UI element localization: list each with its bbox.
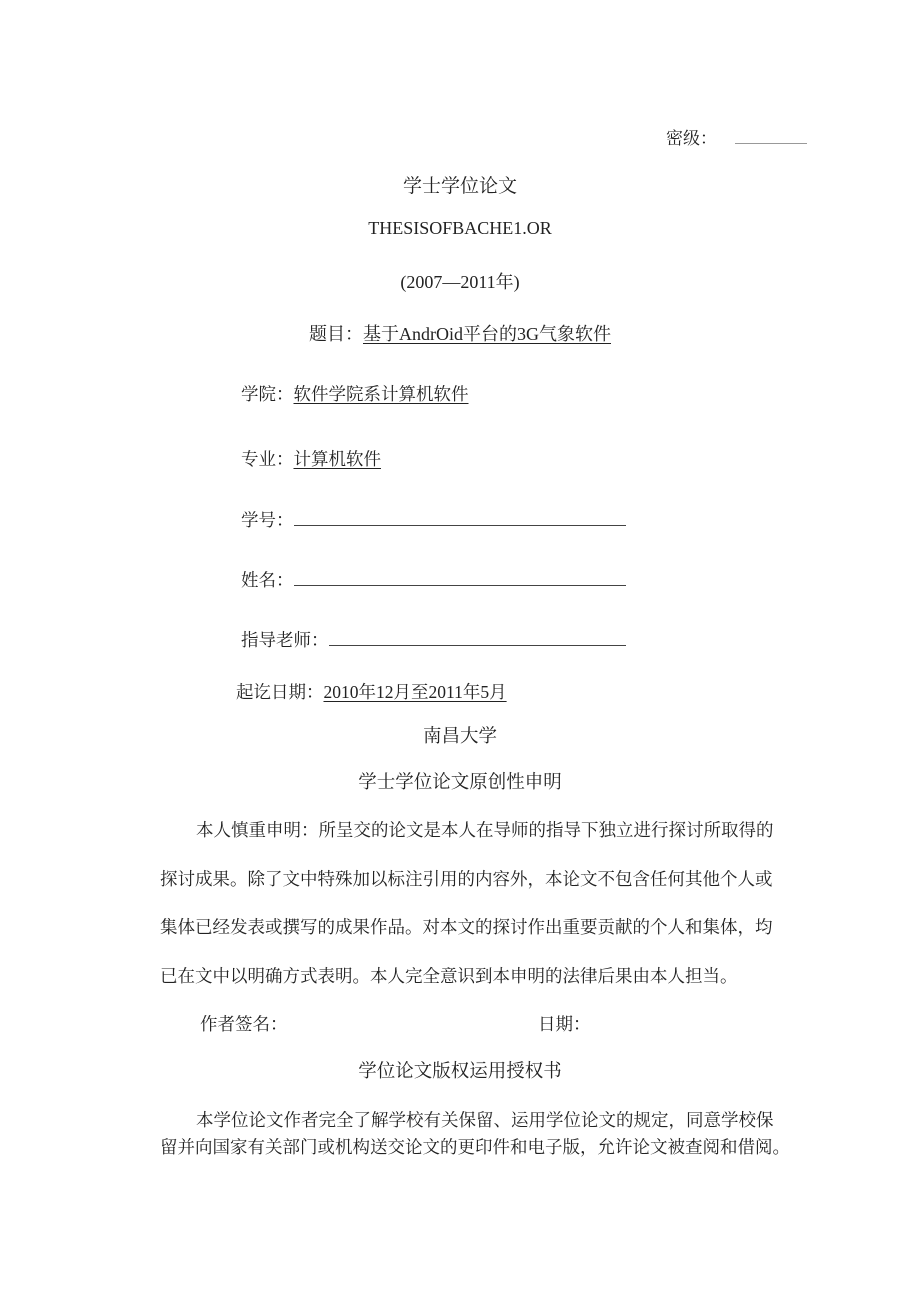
thesis-topic (0, 320, 920, 346)
advisor-label: 指导老师： (241, 630, 329, 650)
college-value: 软件学院系 (293, 384, 381, 404)
advisor-field (241, 627, 626, 652)
signature-date-label: 日期： (538, 1014, 591, 1034)
major-field (241, 446, 381, 471)
topic-value: 基于AndrOid平台的3G气象软件 (363, 324, 611, 344)
university-name: 南昌大学 (422, 726, 497, 747)
authorization-title: 学位论文版权运用授权书 (358, 1061, 562, 1082)
major-label: 专业： (241, 449, 294, 469)
student-id-label: 学号： (241, 510, 294, 530)
secret-level-label: 密级： (666, 129, 717, 148)
department-value: 计算机软件 (381, 384, 469, 404)
declaration-line-4: 已在文中以明确方式表明。本人完全意识到本申明的法律后果由本人担当。 (160, 967, 738, 987)
declaration-line-2: 探讨成果。除了文中特殊加以标注引用的内容外，本论文不包含任何其他个人或 (160, 870, 773, 890)
college-label: 学院： (241, 384, 294, 404)
author-signature-label: 作者签名： (200, 1014, 288, 1034)
secret-level (666, 124, 807, 149)
student-id-blank (294, 509, 626, 526)
dates-label: 起讫日期： (236, 682, 324, 702)
declaration-title: 学士学位论文原创性申明 (358, 772, 562, 793)
name-blank (294, 569, 626, 586)
advisor-blank (329, 629, 626, 646)
secret-level-blank (735, 127, 807, 144)
student-id-field (241, 507, 626, 532)
name-field (241, 567, 626, 592)
dates-value: 2010年12月至2011年5月 (323, 682, 507, 702)
thesis-years: (2007—2011年) (400, 272, 520, 292)
dates-field (236, 679, 507, 704)
topic-label: 题目： (309, 324, 363, 344)
authorization-line-2: 留并向国家有关部门或机构送交论文的更印件和电子版，允许论文被查阅和借阅。 (160, 1138, 790, 1158)
authorization-line-1: 本学位论文作者完全了解学校有关保留、运用学位论文的规定，同意学校保 (196, 1111, 774, 1131)
declaration-line-3: 集体已经发表或撰写的成果作品。对本文的探讨作出重要贡献的个人和集体，均 (160, 918, 773, 938)
college-field (241, 381, 469, 406)
thesis-title-cn: 学士学位论文 (402, 175, 517, 197)
declaration-line-1: 本人慎重申明：所呈交的论文是本人在导师的指导下独立进行探讨所取得的 (196, 821, 774, 841)
name-label: 姓名： (241, 570, 294, 590)
thesis-title-en: THESISOFBACHE1.OR (368, 218, 552, 238)
major-value: 计算机软件 (293, 449, 381, 469)
